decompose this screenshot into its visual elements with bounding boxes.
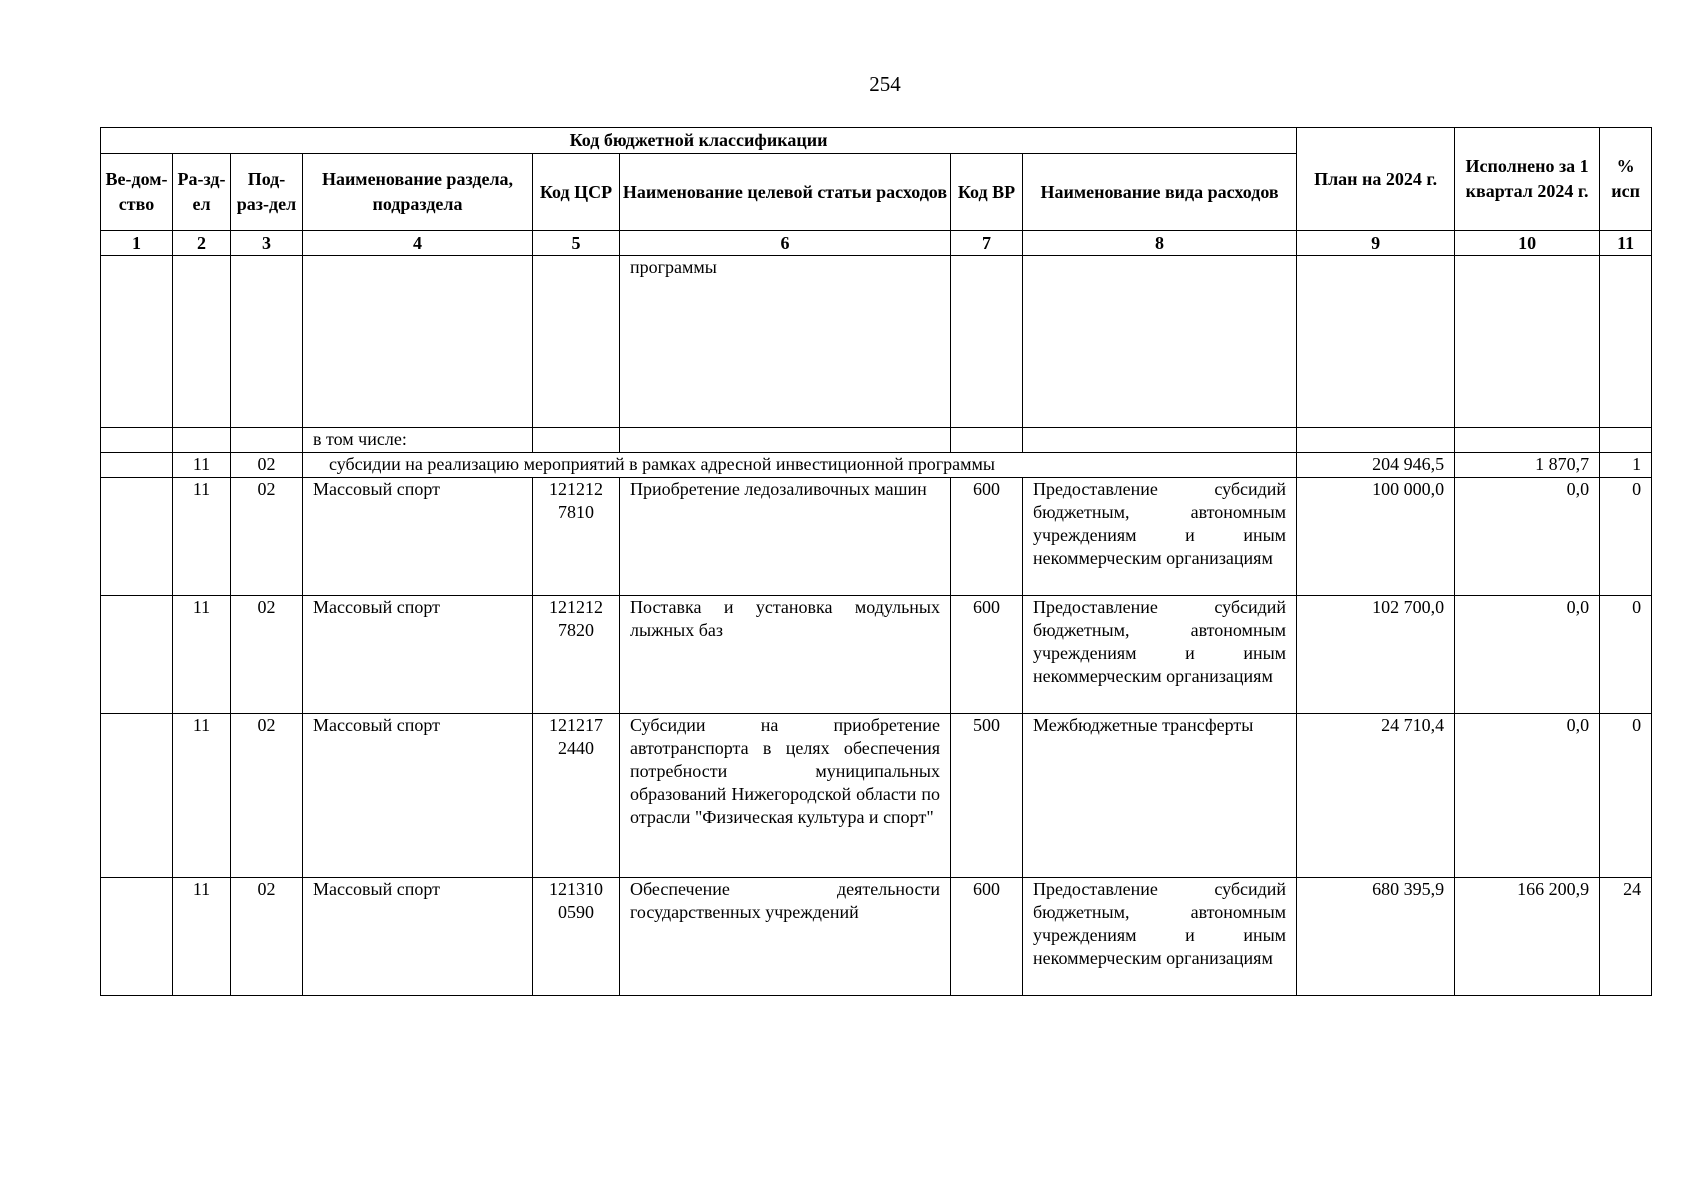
razdel-cell: 11	[173, 453, 231, 478]
column-number: 3	[231, 231, 303, 256]
empty-cell	[231, 256, 303, 428]
empty-cell	[101, 714, 173, 878]
empty-cell	[620, 428, 951, 453]
table-row	[101, 878, 1652, 996]
empty-cell	[951, 256, 1023, 428]
page-number: 254	[869, 72, 901, 96]
table-row	[101, 596, 1652, 714]
header-expense-type: Наименование вида расходов	[1023, 154, 1297, 231]
expense-type-cell: Предоставление субсидий бюджетным, автономным учреждениям и иным некоммерческим организациям	[1023, 478, 1297, 596]
percent-cell: 24	[1600, 878, 1652, 996]
header-group-row	[101, 128, 1652, 154]
header-group-title: Код бюджетной классификации	[101, 128, 1297, 154]
column-number-row	[101, 231, 1652, 256]
column-number: 11	[1600, 231, 1652, 256]
header-executed: Исполнено за 1 квартал 2024 г.	[1455, 128, 1600, 231]
percent-cell: 1	[1600, 453, 1652, 478]
header-csr: Код ЦСР	[533, 154, 620, 231]
column-number: 10	[1455, 231, 1600, 256]
vr-cell: 600	[951, 478, 1023, 596]
executed-cell: 0,0	[1455, 478, 1600, 596]
plan-cell: 680 395,9	[1297, 878, 1455, 996]
razdel-cell: 11	[173, 478, 231, 596]
header-plan: План на 2024 г.	[1297, 128, 1455, 231]
subsidy-name: субсидии на реализацию мероприятий в рамках адресной инвестиционной программы	[303, 453, 1297, 478]
column-number: 1	[101, 231, 173, 256]
header-podrazdel: Под-раз-дел	[231, 154, 303, 231]
including-row	[101, 428, 1652, 453]
plan-cell: 24 710,4	[1297, 714, 1455, 878]
empty-cell	[1600, 428, 1652, 453]
empty-cell	[1297, 256, 1455, 428]
table-row	[101, 714, 1652, 878]
column-number: 4	[303, 231, 533, 256]
podrazdel-cell: 02	[231, 478, 303, 596]
empty-cell	[101, 878, 173, 996]
executed-cell: 1 870,7	[1455, 453, 1600, 478]
including-label: в том числе:	[303, 428, 533, 453]
empty-cell	[231, 428, 303, 453]
executed-cell: 0,0	[1455, 714, 1600, 878]
expense-type-cell: Межбюджетные трансферты	[1023, 714, 1297, 878]
razdel-cell: 11	[173, 714, 231, 878]
empty-cell	[101, 596, 173, 714]
empty-cell	[1455, 428, 1600, 453]
subsidy-summary-row	[101, 453, 1652, 478]
empty-cell	[533, 428, 620, 453]
plan-cell: 102 700,0	[1297, 596, 1455, 714]
column-number: 8	[1023, 231, 1297, 256]
continuation-row	[101, 256, 1652, 428]
podrazdel-cell: 02	[231, 596, 303, 714]
csr-cell: 121212 7820	[533, 596, 620, 714]
empty-cell	[303, 256, 533, 428]
empty-cell	[173, 428, 231, 453]
section-name-cell: Массовый спорт	[303, 878, 533, 996]
vr-cell: 600	[951, 878, 1023, 996]
header-target-name: Наименование целевой статьи расходов	[620, 154, 951, 231]
empty-cell	[533, 256, 620, 428]
plan-cell: 204 946,5	[1297, 453, 1455, 478]
budget-table	[100, 127, 1652, 996]
section-name-cell: Массовый спорт	[303, 596, 533, 714]
column-number: 7	[951, 231, 1023, 256]
empty-cell	[101, 453, 173, 478]
empty-cell	[101, 256, 173, 428]
percent-cell: 0	[1600, 714, 1652, 878]
empty-cell	[951, 428, 1023, 453]
vr-cell: 600	[951, 596, 1023, 714]
plan-cell: 100 000,0	[1297, 478, 1455, 596]
section-name-cell: Массовый спорт	[303, 714, 533, 878]
column-number: 2	[173, 231, 231, 256]
csr-cell: 121212 7810	[533, 478, 620, 596]
target-name-cell: Обеспечение деятельности государственных учреждений	[620, 878, 951, 996]
razdel-cell: 11	[173, 596, 231, 714]
table-row	[101, 478, 1652, 596]
continuation-target-name: программы	[620, 256, 951, 428]
header-section-name: Наименование раздела, подраздела	[303, 154, 533, 231]
column-number: 9	[1297, 231, 1455, 256]
empty-cell	[173, 256, 231, 428]
target-name-cell: Субсидии на приобретение автотранспорта в целях обеспечения потребности муниципальных образований Нижегородской области по отрасли "Физическая культура и спорт"	[620, 714, 951, 878]
header-percent: % исп	[1600, 128, 1652, 231]
podrazdel-cell: 02	[231, 714, 303, 878]
percent-cell: 0	[1600, 596, 1652, 714]
column-number: 6	[620, 231, 951, 256]
empty-cell	[101, 478, 173, 596]
header-vr: Код ВР	[951, 154, 1023, 231]
executed-cell: 0,0	[1455, 596, 1600, 714]
csr-cell: 121310 0590	[533, 878, 620, 996]
empty-cell	[1023, 256, 1297, 428]
vr-cell: 500	[951, 714, 1023, 878]
target-name-cell: Поставка и установка модульных лыжных баз	[620, 596, 951, 714]
razdel-cell: 11	[173, 878, 231, 996]
target-name-cell: Приобретение ледозаливочных машин	[620, 478, 951, 596]
empty-cell	[101, 428, 173, 453]
empty-cell	[1023, 428, 1297, 453]
podrazdel-cell: 02	[231, 453, 303, 478]
section-name-cell: Массовый спорт	[303, 478, 533, 596]
expense-type-cell: Предоставление субсидий бюджетным, автономным учреждениям и иным некоммерческим организациям	[1023, 878, 1297, 996]
podrazdel-cell: 02	[231, 878, 303, 996]
executed-cell: 166 200,9	[1455, 878, 1600, 996]
expense-type-cell: Предоставление субсидий бюджетным, автономным учреждениям и иным некоммерческим организациям	[1023, 596, 1297, 714]
csr-cell: 121217 2440	[533, 714, 620, 878]
header-razdel: Ра-зд-ел	[173, 154, 231, 231]
header-department: Ве-дом-ство	[101, 154, 173, 231]
percent-cell: 0	[1600, 478, 1652, 596]
empty-cell	[1297, 428, 1455, 453]
column-number: 5	[533, 231, 620, 256]
empty-cell	[1600, 256, 1652, 428]
empty-cell	[1455, 256, 1600, 428]
